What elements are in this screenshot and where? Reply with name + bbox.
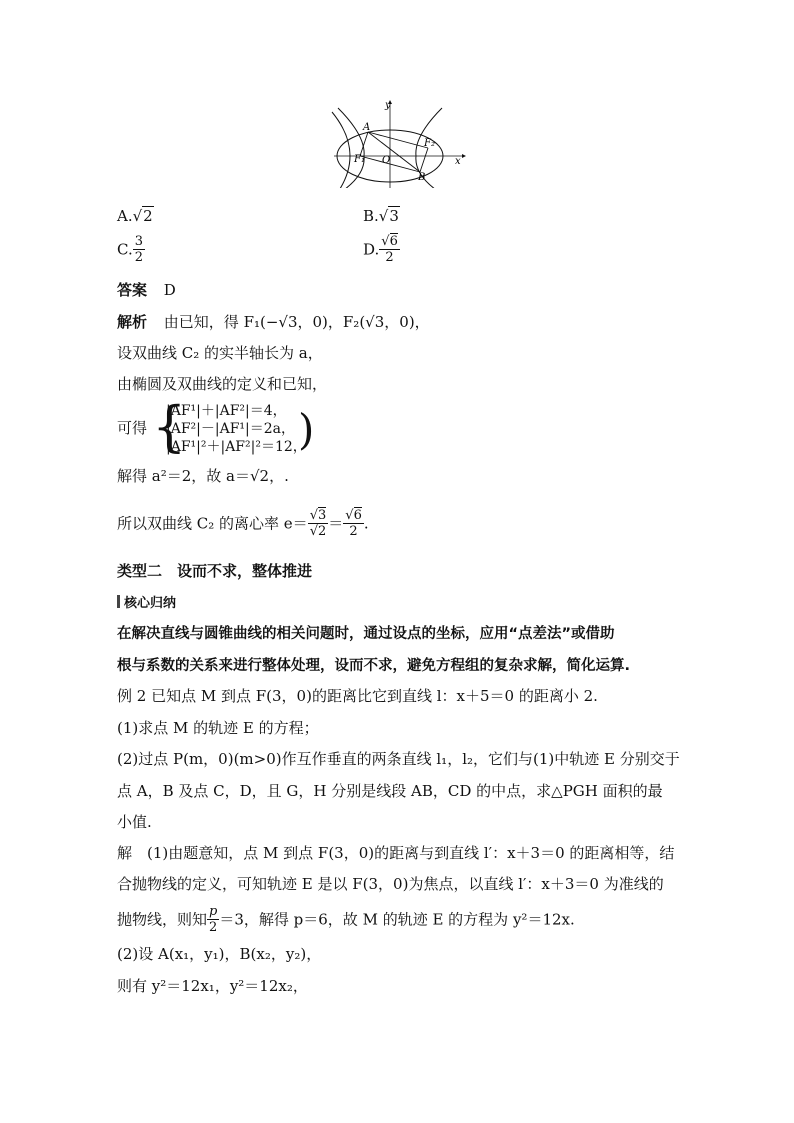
solution-line-4: (2)设 A(x₁，y₁)，B(x₂，y₂)， [117,945,322,963]
option-d [363,234,400,265]
answer-value: D [163,281,176,299]
type2-heading: 类型二 设而不求，整体推进 [117,562,313,580]
fig-label-F1: F₁ [354,154,365,165]
system-left-brace: { [152,395,187,458]
core-line-1: 在解决直线与圆锥曲线的相关问题时，通过设点的坐标，应用“点差法”或借助 [117,626,615,642]
solution-line-1: 解 (1)由题意知，点 M 到点 F(3，0)的距离与到直线 l′：x＋3＝0 的距离相等，结 [117,844,675,862]
solution-line-2: 合抛物线的定义，可知轨迹 E 是以 F(3，0)为焦点，以直线 l′：x＋3＝0 为准线的 [117,875,664,893]
conic-figure [330,96,470,188]
fig-label-A: A [363,122,371,133]
fig-label-x: x [455,156,461,167]
example-q2-line-3: 小值. [117,813,152,831]
analysis-line-4-prefix: 可得 [117,419,148,437]
solution-line-3 [117,904,575,935]
core-tag [117,594,176,614]
fig-label-F2: F₂ [424,138,435,149]
example-q1: (1)求点 M 的轨迹 E 的方程； [117,719,319,737]
option-c [117,234,145,265]
answer-label: 答案 [117,281,148,299]
analysis-line-2: 设双曲线 C₂ 的实半轴长为 a， [117,344,323,362]
system-eq-1: |AF¹|＋|AF²|＝4， [166,403,287,419]
option-b [363,206,400,226]
eccentricity-fraction-2: $\frac{√6}{2}$ [345,508,362,539]
system-eq-3: |AF¹|²＋|AF²|²＝12， [166,439,307,455]
eccentricity-prefix: 所以双曲线 C₂ 的离心率 e＝ [117,514,308,533]
solution-line-3-suffix: ＝3，解得 p＝6，故 M 的轨迹 E 的方程为 y²＝12x. [219,910,575,929]
option-a-value: 2 [143,207,153,225]
option-b-sqrt: √3 [378,207,399,225]
fig-label-O: O [382,155,391,166]
fig-label-B: B [418,172,426,183]
option-a-label: A. [117,207,133,225]
analysis-line-6: 所以双曲线 C₂ 的离心率 e＝ $\frac{√3}{√2}$ ＝ $\frac{√6}{2}$ . [117,508,369,539]
example-line-1: 例 2 已知点 M 到点 F(3，0)的距离比它到直线 l：x＋5＝0 的距离小 2. [117,687,598,705]
analysis-line-1 [117,312,430,332]
option-b-value: 3 [389,207,399,225]
option-d-label: D. [363,240,380,259]
solution-line-5: 则有 y²＝12x₁，y²＝12x₂， [117,977,308,995]
example-q2-line-1: (2)过点 P(m，0)(m>0)作互作垂直的两条直线 l₁，l₂，它们与(1)中轨迹 E 分别交于 [117,750,680,768]
analysis-line-5: 解得 a²＝2，故 a＝√2，. [117,467,289,485]
fig-label-y: y [385,100,391,111]
p-over-2-fraction: $\frac{p}{2}$ [209,904,218,935]
option-b-label: B. [363,207,379,225]
solution-line-3-prefix: 抛物线，则知 [117,910,208,929]
core-line-2: 根与系数的关系来进行整体处理，设而不求，避免方程组的复杂求解，简化运算. [117,658,631,674]
option-a [117,206,154,226]
analysis-label: 解析 [117,313,148,331]
core-tag-text: 核心归纳 [124,596,177,611]
option-d-fraction: $\frac{√6}{2}$ [381,234,398,265]
option-a-sqrt: √2 [132,207,153,225]
answer-line [117,280,176,300]
system-eq-2: |AF²|－|AF¹|＝2a， [166,421,295,437]
system-right-paren: ) [298,405,315,454]
example-q2-line-2: 点 A，B 及点 C，D，且 G，H 分别是线段 AB，CD 的中点，求△PGH 面积的最 [117,782,663,800]
option-c-label: C. [117,240,133,259]
option-c-fraction: $\frac{3}{2}$ [134,234,143,265]
core-tag-bar [117,595,120,608]
eccentricity-fraction-1: $\frac{√3}{√2}$ [309,508,327,539]
analysis-line-3: 由椭圆及双曲线的定义和已知， [117,375,328,393]
analysis-line-1-text: 由已知，得 F₁(−√3，0)，F₂(√3，0)， [163,313,430,331]
